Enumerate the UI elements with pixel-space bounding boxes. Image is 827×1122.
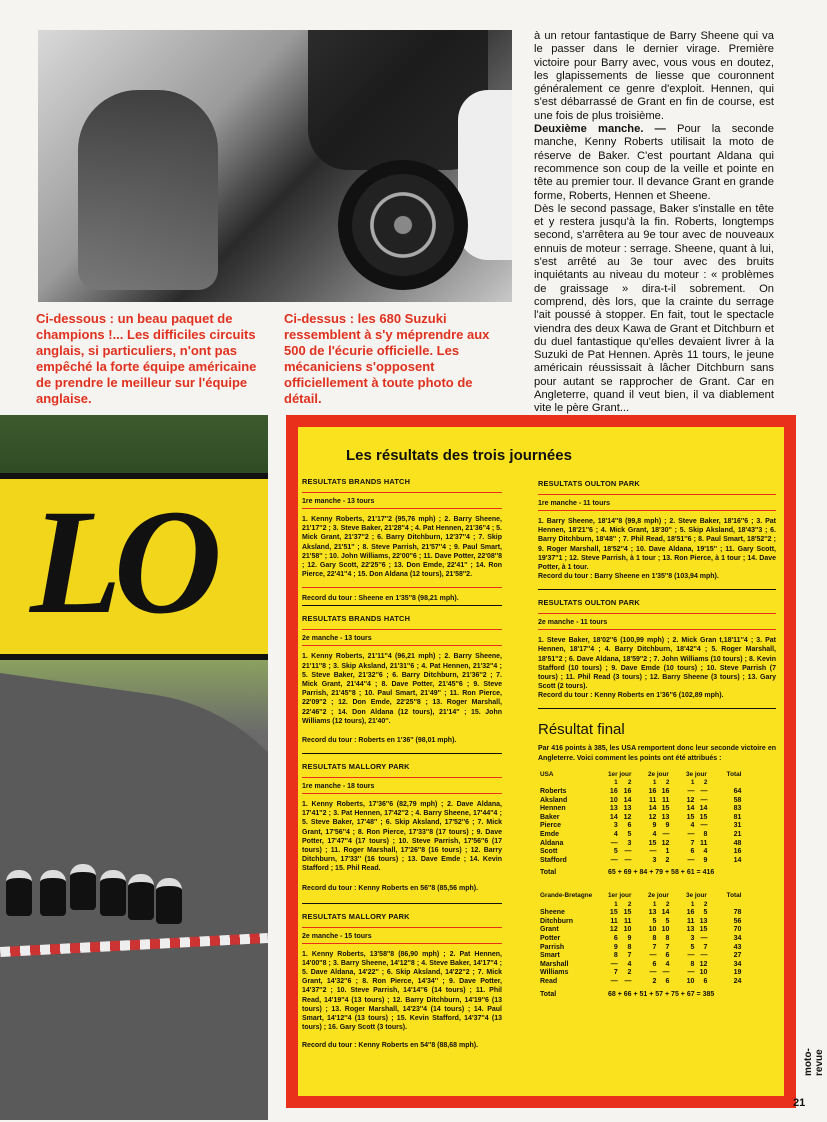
rider-name: Grant bbox=[540, 926, 559, 934]
rider-points: 2 bbox=[652, 977, 657, 985]
rider-points: 6 bbox=[652, 960, 657, 968]
race-result-block bbox=[538, 598, 776, 709]
rider-points: 3 bbox=[613, 822, 618, 830]
rider-points: 6 bbox=[665, 952, 670, 960]
rider-points: 9 bbox=[665, 822, 670, 830]
race-result-block bbox=[302, 762, 502, 904]
rider-points: 8 bbox=[613, 952, 618, 960]
race-header: RESULTATS MALLORY PARK bbox=[302, 762, 410, 772]
team-label: USA bbox=[540, 770, 554, 778]
rider-points: 15 bbox=[699, 813, 708, 821]
rider-points: 9 bbox=[703, 856, 708, 864]
rider-points: 9 bbox=[652, 822, 657, 830]
rider-points: — bbox=[610, 856, 618, 864]
points-row bbox=[538, 840, 743, 849]
rider-points: — bbox=[662, 969, 670, 977]
rider-points: 5 bbox=[627, 831, 632, 838]
race-heat: 1re manche - 13 tours bbox=[302, 498, 375, 505]
rider-points: 15 bbox=[661, 805, 670, 813]
points-row bbox=[538, 848, 743, 857]
rider-points: 5 bbox=[665, 917, 670, 925]
article-paragraph: Dès le second passage, Baker s'installe en tête et y restera jusqu'à la fin. Roberts, longtemps second, s'arrêtera au 9e tour avec de nouveaux ennuis de moteur : serrage. Sheene, quant à lui, s'est arrêté au 3e tour avec des bruits inquiétants au niveau du moteur : « problèmes de graissage » dira-t-il sobrement. On comprend, dès lors, que la crainte du serrage l'ait poussé à stopper. En fait, tout le spectacle viendra des deux Kawa de Grant et Ditchburn et du duel fantastique qu'elles devaient livrer à la Suzuki de Pat Hennen. Après 11 tours, le jeune américain réussissait à lâcher Ditchburn sans pour autant se rapprocher de Grant. Car en Angleterre, quand il veut bien, il va diablement vite le père Grant... bbox=[534, 202, 774, 415]
race-standings: 1. Barry Sheene, 18'14''8 (99,8 mph) ; 2. Steve Baker, 18'16''6 ; 3. Pat Hennen, 18'21''6 ; 4. Mick Grant, 18'30'' ; 5. Skip Aksland, 18'43''3 ; 6. Barry Ditchburn, 18'48'' ; 7. Phil Read, 18'51''6 ; 8. Paul Smart, 18'52''2 ; 9. Roger Marshall, 18'52''4 ; 10. Dave Aldana, 19'15'' ; 11. Gary Scott, 19'37''1 ; 12. Steve Parrish, à 1 tour ; 13. Ron Pierce, à 1 tour ; 14. Dave Potter, à 1 tour. bbox=[538, 518, 776, 572]
rider-name: Parrish bbox=[540, 943, 565, 951]
points-row bbox=[538, 978, 743, 987]
rider-points: 8 bbox=[665, 934, 670, 942]
total-header: Total bbox=[726, 891, 742, 899]
points-row bbox=[538, 822, 743, 831]
rider-points: — bbox=[700, 796, 708, 804]
rider-total: 34 bbox=[733, 934, 742, 942]
points-row bbox=[538, 788, 743, 797]
rider-points: 5 bbox=[703, 909, 708, 917]
points-row bbox=[538, 935, 743, 944]
day-header: 1er jour bbox=[608, 770, 632, 778]
rider-points: — bbox=[649, 969, 657, 977]
magazine-name: moto-revue bbox=[803, 1048, 825, 1076]
rider-points: 9 bbox=[627, 934, 632, 942]
day-header: 2e jour bbox=[647, 770, 669, 778]
day-header: 1er jour bbox=[608, 891, 632, 899]
race-standings: 1. Steve Baker, 18'02''6 (100,99 mph) ; 2. Mick Gran t,18'11''4 ; 3. Pat Hennen, 18'17''4 ; 4. Barry Ditchburn, 18'42''4 ; 5. Roger Marshall, 18'51''2 ; 6. Dave Aldana, 18'59''2 ; 7. John Williams (10 tours) ; 8. Kevin Stafford (10 tours) ; 9. Dave Emde (10 tours) ; 10. Steve Parrish (7 tours) ; 11. Phil Read (3 tours) ; 12. Barry Sheene (3 tours) ; 13. Gary Scott (2 tours). bbox=[538, 637, 776, 691]
rider-points: 14 bbox=[623, 796, 632, 804]
rider-total: 24 bbox=[733, 977, 742, 985]
race-heat: 1re manche - 18 tours bbox=[302, 783, 375, 791]
rider-name: Marshall bbox=[540, 960, 569, 968]
rider-points: 9 bbox=[613, 943, 618, 951]
race-standings: 1. Kenny Roberts, 21'11''4 (96,21 mph) ; 2. Barry Sheene, 21'11''8 ; 3. Skip Aksland, 21'31''6 ; 4. Pat Hennen, 21'32''4 ; 5. Steve Baker, 21'32''6 ; 6. Barry Ditchburn, 21'36''2 ; 7. Mick Grant, 21'44''4 ; 8. Dave Potter, 21'45''6 ; 9. Steve Parrish, 21'45''8 ; 10. Paul Smart, 21'49'' ; 11. Ron Pierce, 22'09''2 ; 12. Don Emde, 22'25''8 ; 13. Roger Marshall, 22'46''2 ; 14. Don Aldana (12 tours), 21'14'' ; 15. John Williams (12 tours), 21'40''. bbox=[302, 653, 502, 725]
rider-points: 15 bbox=[686, 813, 695, 821]
rider-points: 11 bbox=[624, 917, 632, 925]
rider-points: 13 bbox=[609, 805, 618, 813]
rider-points: 10 bbox=[623, 926, 632, 934]
rider-points: — bbox=[624, 848, 632, 856]
rider-points: — bbox=[687, 856, 695, 864]
rider-points: 4 bbox=[690, 822, 695, 830]
race-standings: 1. Kenny Roberts, 13'58''8 (86,90 mph) ; 2. Pat Hennen, 14'00''8 ; 3. Barry Sheene, 14'12''8 ; 4. Steve Baker, 14'17''4 ; 5. Dave Aldana, 14'22'' ; 6. Skip Aksland, 14'22''2 ; 7. Mick Grant, 14'32''6 ; 8. Ron Pierce, 14'34'' ; 9. Dave Potter, 14'37''2 ; 10. Steve Parrish, 14'14''6 (14 tours) ; 11. Phil Read, 14'19''4 (13 tours) ; 12. Barry Ditchburn, 14'19''6 (13 tours) ; 13. Roger Marshall, 14'23''4 (14 tours) ; 14. Paul Smart, 14'12''4 (13 tours) ; 15. Kevin Stafford, 14'37''4 (13 tours) ; 16. Gary Scott (3 tours). bbox=[302, 950, 502, 1032]
banner-text: LO bbox=[30, 479, 214, 645]
rider-points: 11 bbox=[662, 796, 670, 804]
sponsor-banner bbox=[0, 473, 268, 660]
rider-points: 12 bbox=[609, 926, 618, 934]
rider-name: Sheene bbox=[540, 909, 565, 917]
article-paragraph: à un retour fantastique de Barry Sheene qui va le passer dans le dernier virage. Première victoire pour Barry avec, vous vous en doutez, les glapissements de liesse que couronnent généralement ce genre d'exploit. Hennen, qui s'est débarrassé de Grant en fin de course, est une fois de plus troisième. bbox=[534, 30, 774, 122]
rider-points: 4 bbox=[613, 831, 618, 838]
rider-name: Williams bbox=[540, 969, 569, 977]
page-number: 21 bbox=[793, 1097, 806, 1109]
rider-total: 83 bbox=[733, 805, 742, 813]
race-header: RESULTATS OULTON PARK bbox=[538, 598, 640, 608]
rider-points: 13 bbox=[648, 909, 657, 917]
rider-points: — bbox=[700, 952, 708, 960]
article-paragraph-body: Pour la seconde manche, Kenny Roberts utilisait la moto de réserve de Baker. C'est pourtant Aldana qui recommence son coup de la veille et pointe en tête au premier tour. Il devance Grant en grande forme, Roberts, Hennen et Sheene. bbox=[534, 123, 774, 202]
rider-name: Pierce bbox=[540, 822, 562, 830]
rider-points: 7 bbox=[652, 943, 657, 951]
rider-points: 15 bbox=[648, 839, 657, 847]
rider-points: — bbox=[624, 977, 632, 985]
points-row bbox=[538, 918, 743, 927]
race-result-block bbox=[302, 477, 502, 606]
lap-record: Record du tour : Sheene en 1'35''8 (98,21 mph). bbox=[302, 595, 459, 603]
rider-points: 5 bbox=[690, 943, 695, 951]
rider-points: 16 bbox=[661, 788, 670, 796]
rider-points: — bbox=[662, 831, 670, 838]
total-header: Total bbox=[726, 770, 742, 778]
results-column-left bbox=[302, 477, 502, 1058]
rider-points: 11 bbox=[687, 917, 695, 925]
rider-points: 6 bbox=[703, 977, 708, 985]
points-row bbox=[538, 805, 743, 814]
rider-total: 27 bbox=[733, 952, 742, 960]
rider-points: 10 bbox=[686, 977, 695, 985]
photo-mechanics-suzuki bbox=[38, 30, 512, 302]
rider-total: 14 bbox=[733, 856, 742, 864]
rider-points: 8 bbox=[627, 943, 632, 951]
results-title: Les résultats des trois journées bbox=[346, 447, 572, 464]
lap-record: Record du tour : Kenny Roberts en 1'36''6 (102,89 mph). bbox=[538, 692, 724, 700]
rider-total: 31 bbox=[733, 822, 742, 830]
race-result-block bbox=[538, 479, 776, 590]
rider-total: 21 bbox=[733, 831, 742, 838]
rider-points: 11 bbox=[610, 917, 618, 925]
race-header: RESULTATS OULTON PARK bbox=[538, 479, 640, 488]
rider-points: 10 bbox=[609, 796, 618, 804]
rider-points: — bbox=[649, 952, 657, 960]
rider-total: 16 bbox=[733, 848, 742, 856]
rider-total: 78 bbox=[733, 909, 742, 917]
rider-points: 16 bbox=[609, 788, 618, 796]
rider-points: 6 bbox=[627, 822, 632, 830]
rider-points: 15 bbox=[623, 909, 632, 917]
rider-points: 2 bbox=[665, 856, 670, 864]
rider-name: Stafford bbox=[540, 856, 567, 864]
points-table-usa: USA 1er jour 2e jour 3e jour Total 1 2 1 2 1 2 Roberts 16 16 16 16 — — 64 Aksland 10 14 11 11 12 — 58 Hennen 13 13 14 15 14 14 83 Baker 14 12 12 13 15 15 81 Pierce 3 6 9 9 4 — 31 Emde 4 5 4 — — 8 21 Aldana — 3 15 12 7 11 48 Scott 5 — — 1 6 4 16 Stafford — — 3 2 — 9 14 Total 65 + 69 + 84 + 79 + 58 + 61 = 416 bbox=[540, 770, 742, 877]
rider-points: 6 bbox=[665, 977, 670, 985]
points-row bbox=[538, 969, 743, 978]
points-row bbox=[538, 857, 743, 866]
rider-points: 5 bbox=[613, 848, 618, 856]
points-row bbox=[538, 961, 743, 970]
team-label: Grande-Bretagne bbox=[540, 891, 593, 899]
caption-right: Ci-dessus : les 680 Suzuki ressemblent à s'y méprendre aux 500 de l'écurie officielle. Les mécaniciens s'opposent officiellement à toute photo de détail. bbox=[284, 311, 490, 406]
photo-race-track bbox=[0, 415, 268, 1120]
rider-name: Read bbox=[540, 977, 558, 985]
rider-points: — bbox=[687, 831, 695, 838]
race-result-block bbox=[302, 614, 502, 754]
points-row bbox=[538, 797, 743, 806]
rider-total: 48 bbox=[733, 839, 742, 847]
rider-points: 11 bbox=[700, 839, 708, 847]
rider-points: 7 bbox=[690, 839, 695, 847]
race-standings: 1. Kenny Roberts, 17'36''6 (82,79 mph) ; 2. Dave Aldana, 17'41''2 ; 3. Pat Hennen, 17'42''2 ; 4. Barry Sheene, 17'44''4 ; 5. Steve Baker, 17'48'' ; 6. Skip Aksland, 17'52''6 ; 7. Mick Grant, 17'56''4 ; 8. Ron Pierce, 17'33''8 (17 tours) ; 9. Dave Potter, 17'47''4 (17 tours) ; 10. Steve Parrish, 17'56''6 (17 tours) ; 11. Roger Marshall, 17'26''8 (16 tours) ; 12. Barry Ditchburn, 17'33'' (16 tours) ; 13. Dave Emde ; 14. Kevin Stafford ; 15. Phil Read. bbox=[302, 801, 502, 873]
caption-left: Ci-dessous : un beau paquet de champions !... Les difficiles circuits anglais, si particuliers, n'ont pas empêché la forte équipe américaine de prendre le meilleur sur l'équipe anglaise. bbox=[36, 311, 257, 406]
rider-points: — bbox=[700, 822, 708, 830]
rider-name: Potter bbox=[540, 934, 561, 942]
rider-total: 19 bbox=[733, 969, 742, 977]
rider-points: 12 bbox=[623, 813, 632, 821]
rider-name: Hennen bbox=[540, 805, 566, 813]
points-row bbox=[538, 814, 743, 823]
lap-record: Record du tour : Barry Sheene en 1'35''8 (103,94 mph). bbox=[538, 573, 719, 581]
lap-record: Record du tour : Kenny Roberts en 54''8 (88,68 mph). bbox=[302, 1041, 479, 1049]
rider-points: 6 bbox=[613, 934, 618, 942]
rider-points: 14 bbox=[609, 813, 618, 821]
rider-points: — bbox=[610, 977, 618, 985]
race-heat: 2e manche - 13 tours bbox=[302, 635, 372, 643]
race-standings: 1. Kenny Roberts, 21'17''2 (95,76 mph) ; 2. Barry Sheene, 21'17''2 ; 3. Steve Baker, 21'28''4 ; 4. Pat Hennen, 21'36''4 ; 5. Mick Grant, 21'37''2 ; 6. Barry Ditchburn, 12'37''4 ; 7. Skip Aksland, 21'51'' ; 8. Steve Parrish, 21'57''4 ; 9. Paul Smart, 21'58'' ; 10. John Williams, 22'00''6 ; 11. Dave Potter, 22'08''8 ; 12. Gary Scott, 22'25''6 ; 13. Don Emde, 22'41'' ; 14. Ron Pierce, 22'41''4 ; 15. Don Aldana (12 tours), 21'58''2. bbox=[302, 516, 502, 579]
race-heat: 1re manche - 11 tours bbox=[538, 500, 610, 507]
rider-points: 4 bbox=[652, 831, 657, 838]
rider-points: 6 bbox=[690, 848, 695, 856]
rider-points: 4 bbox=[703, 848, 708, 856]
rider-points: 4 bbox=[665, 960, 670, 968]
final-result-intro: Par 416 points à 385, les USA remportent donc leur seconde victoire en Angleterre. Voici comment les points ont été attribués : bbox=[538, 745, 776, 762]
total-label: Total bbox=[540, 990, 557, 998]
rider-name: Roberts bbox=[540, 788, 567, 796]
rider-total: 58 bbox=[733, 796, 742, 804]
points-row bbox=[538, 944, 743, 953]
rider-points: 14 bbox=[699, 805, 708, 813]
rider-points: 7 bbox=[613, 969, 618, 977]
rider-points: 3 bbox=[690, 934, 695, 942]
rider-points: — bbox=[624, 856, 632, 864]
rider-points: 1 bbox=[665, 848, 670, 856]
rider-points: — bbox=[687, 788, 695, 796]
rider-name: Ditchburn bbox=[540, 917, 574, 925]
rider-name: Scott bbox=[540, 848, 558, 856]
rider-points: 3 bbox=[627, 839, 632, 847]
rider-points: 8 bbox=[703, 831, 708, 838]
points-table-gb: Grande-Bretagne 1er jour 2e jour 3e jour Total 1 2 1 2 1 2 Sheene 15 15 13 14 16 5 78 Ditchburn 11 11 5 5 11 13 56 Grant 12 10 10 10 13 15 70 Potter 6 9 8 8 3 — 34 Parrish 9 8 7 7 5 7 43 Smart 8 7 — 6 — — 27 Marshall — 4 6 4 8 12 34 Williams 7 2 — — — 10 19 Read — — 2 6 10 6 24 Total 68 + 66 + 51 + 57 + 75 + 67 = 385 bbox=[540, 891, 742, 998]
results-box bbox=[286, 415, 796, 1108]
day-header: 2e jour bbox=[647, 891, 669, 899]
rider-points: 8 bbox=[652, 934, 657, 942]
rider-total: 43 bbox=[733, 943, 742, 951]
rider-points: 8 bbox=[690, 960, 695, 968]
rider-points: 12 bbox=[661, 839, 670, 847]
rider-name: Emde bbox=[540, 831, 560, 838]
rider-points: 10 bbox=[661, 926, 670, 934]
points-row bbox=[538, 909, 743, 918]
rider-total: 34 bbox=[733, 960, 742, 968]
rider-total: 70 bbox=[733, 926, 742, 934]
rider-points: — bbox=[687, 952, 695, 960]
race-result-block bbox=[302, 912, 502, 1050]
rider-points: 16 bbox=[623, 788, 632, 796]
article-lead: Deuxième manche. — bbox=[534, 123, 666, 136]
rider-points: 16 bbox=[686, 909, 695, 917]
rider-points: — bbox=[700, 934, 708, 942]
rider-name: Aksland bbox=[540, 796, 568, 804]
rider-points: — bbox=[649, 848, 657, 856]
rider-points: 14 bbox=[648, 805, 657, 813]
rider-points: 3 bbox=[652, 856, 657, 864]
rider-points: 10 bbox=[648, 926, 657, 934]
rider-name: Baker bbox=[540, 813, 560, 821]
rider-points: 4 bbox=[627, 960, 632, 968]
lap-record: Record du tour : Roberts en 1'36'' (98,01 mph). bbox=[302, 737, 457, 745]
rider-points: — bbox=[700, 788, 708, 796]
rider-total: 81 bbox=[733, 813, 742, 821]
rider-points: 13 bbox=[661, 813, 670, 821]
day-header: 3e jour bbox=[685, 891, 707, 899]
results-column-right bbox=[538, 479, 776, 999]
article-paragraph bbox=[534, 123, 774, 203]
race-header: RESULTATS MALLORY PARK bbox=[302, 911, 410, 921]
rider-points: 13 bbox=[623, 805, 632, 813]
rider-points: — bbox=[610, 960, 618, 968]
points-row bbox=[538, 831, 743, 840]
rider-points: 7 bbox=[627, 952, 632, 960]
riders-group bbox=[0, 870, 190, 910]
total-line: 65 + 69 + 84 + 79 + 58 + 61 = 416 bbox=[608, 869, 715, 877]
rider-total: 64 bbox=[733, 788, 742, 796]
rider-points: 2 bbox=[627, 969, 632, 977]
points-row bbox=[538, 952, 743, 961]
rider-points: 12 bbox=[648, 813, 657, 821]
day-header: 3e jour bbox=[685, 770, 707, 778]
rider-points: 16 bbox=[648, 788, 657, 796]
rider-name: Smart bbox=[540, 952, 560, 960]
race-heat: 2e manche - 15 tours bbox=[302, 932, 372, 940]
race-heat: 2e manche - 11 tours bbox=[538, 619, 608, 627]
rider-points: 7 bbox=[703, 943, 708, 951]
rider-points: — bbox=[610, 839, 618, 847]
race-header: RESULTATS BRANDS HATCH bbox=[302, 614, 411, 624]
total-line: 68 + 66 + 51 + 57 + 75 + 67 = 385 bbox=[608, 990, 715, 998]
rider-points: 13 bbox=[699, 917, 708, 925]
rider-total: 56 bbox=[733, 917, 742, 925]
rider-points: 15 bbox=[609, 909, 618, 917]
race-header: RESULTATS BRANDS HATCH bbox=[302, 477, 411, 486]
rider-points: 14 bbox=[661, 909, 670, 917]
points-row bbox=[538, 926, 743, 935]
article-text bbox=[534, 30, 774, 416]
rider-points: 13 bbox=[686, 926, 695, 934]
rider-points: 12 bbox=[686, 796, 695, 804]
rider-points: 14 bbox=[686, 805, 695, 813]
rider-points: 11 bbox=[649, 796, 657, 804]
rider-points: 10 bbox=[699, 969, 708, 977]
rider-name: Aldana bbox=[540, 839, 564, 847]
rider-points: — bbox=[687, 969, 695, 977]
rider-points: 15 bbox=[699, 926, 708, 934]
rider-points: 5 bbox=[652, 917, 657, 925]
rider-points: 12 bbox=[699, 960, 708, 968]
rider-points: 7 bbox=[665, 943, 670, 951]
final-result-title: Résultat final bbox=[538, 721, 625, 739]
lap-record: Record du tour : Kenny Roberts en 56''8 (85,56 mph). bbox=[302, 884, 479, 892]
total-label: Total bbox=[540, 869, 557, 877]
